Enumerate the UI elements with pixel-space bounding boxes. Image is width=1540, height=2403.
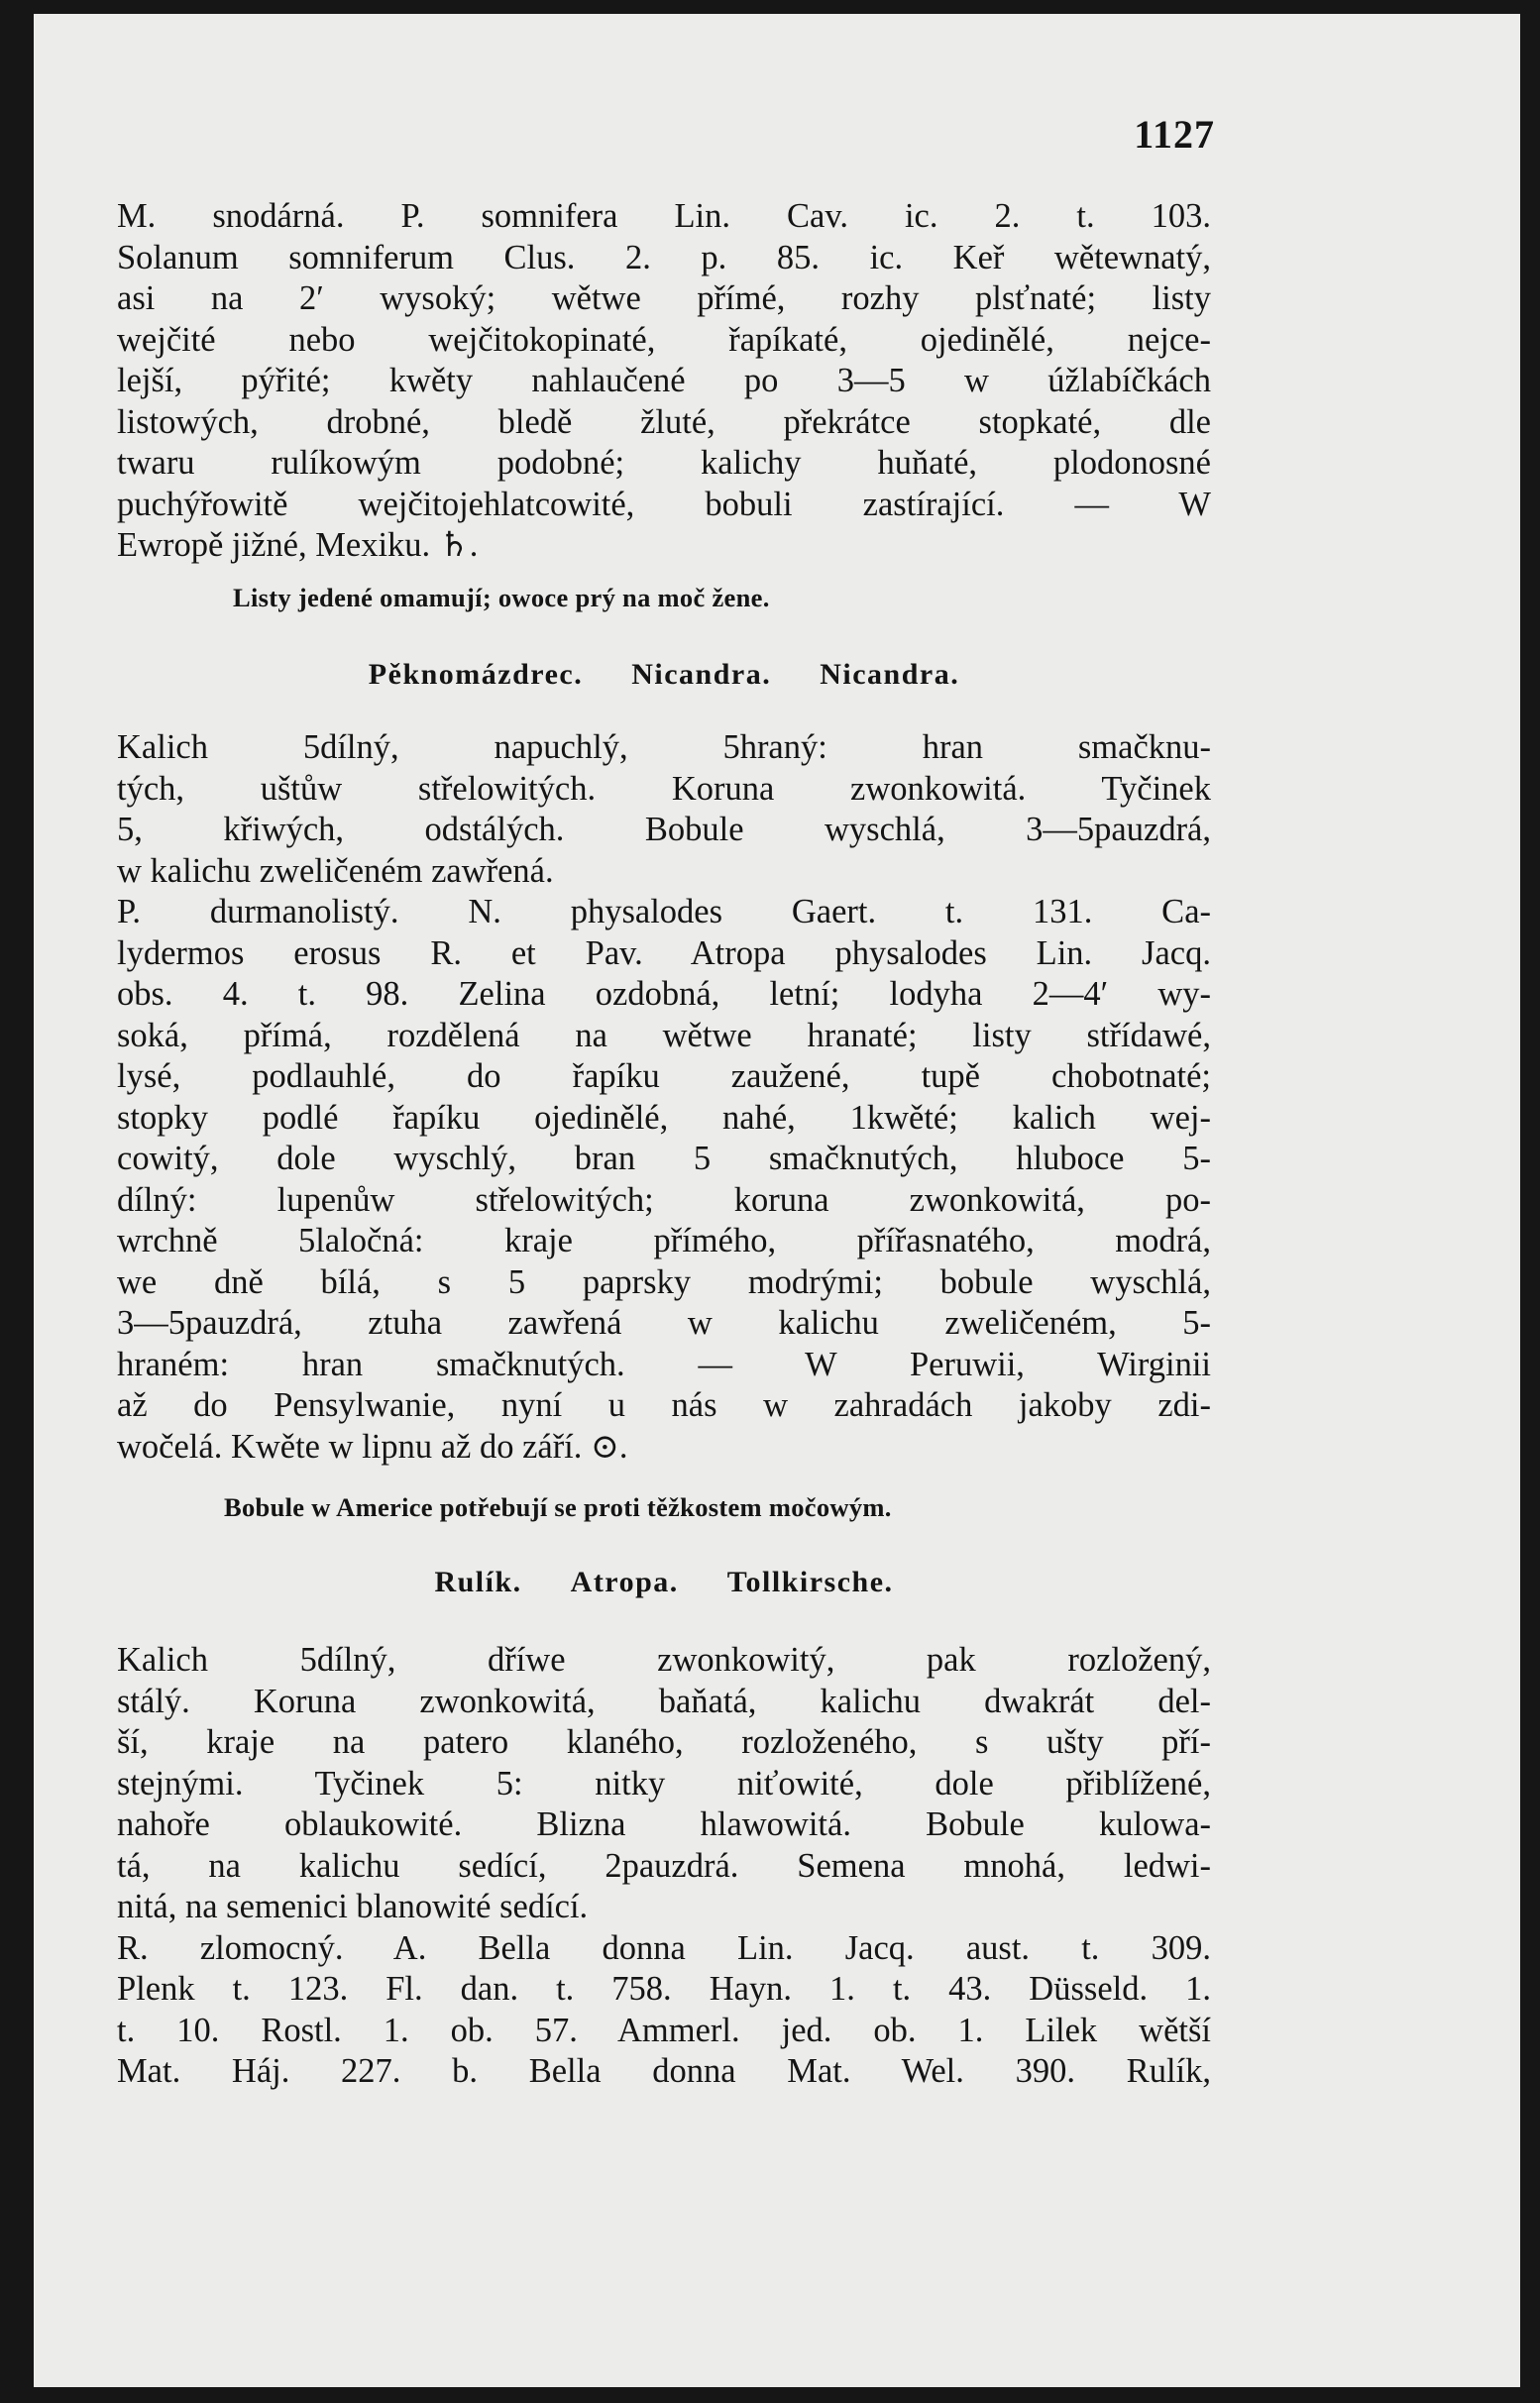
text-line: Solanum somniferum Clus. 2. p. 85. ic. Keř wětewnatý, (117, 238, 1211, 276)
genus-name-german: Tollkirsche. (726, 1566, 894, 1598)
text-line: stálý. Koruna zwonkowitá, baňatá, kalichu dwakrát del- (117, 1682, 1211, 1720)
text-line: nitá, na semenici blanowité sedící. (117, 1888, 589, 1925)
text-line: Ewropě jižné, Mexiku. ♄. (117, 526, 479, 564)
text-line: wočelá. Kwěte w lipnu až do září. ⊙. (117, 1427, 628, 1466)
page-number: 1127 (1134, 112, 1215, 157)
genus-name-latin: Nicandra. (631, 658, 772, 691)
text-line: P. durmanolistý. N. physalodes Gaert. t. 131. Ca- (117, 893, 1211, 930)
usage-note: Bobule w Americe potřebují se proti těžkostem močowým. (224, 1492, 892, 1522)
text-line: 5, křiwých, odstálých. Bobule wyschlá, 3—5pauzdrá, (117, 811, 1211, 848)
text-line: w kalichu zweličeném zawřená. (117, 851, 554, 890)
text-line: hraném: hran smačknutých. — W Peruwii, Wirginii (117, 1345, 1211, 1383)
text-line: t. 10. Rostl. 1. ob. 57. Ammerl. jed. ob. 1. Lilek wětší (117, 2011, 1211, 2049)
text-line: stejnými. Tyčinek 5: nitky niťowité, dole přiblížené, (117, 1764, 1211, 1802)
text-line: nahoře oblaukowité. Blizna hlawowitá. Bobule kulowa- (117, 1805, 1211, 1843)
text-line: wejčité nebo wejčitokopinaté, řapíkaté, ojedinělé, nejce- (117, 320, 1211, 359)
genus-name-czech: Rulík. (434, 1566, 522, 1598)
scan-border-bottom (0, 2387, 1540, 2403)
usage-note: Listy jedené omamují; owoce prý na moč žene. (233, 583, 770, 612)
text-line: stopky podlé řapíku ojedinělé, nahé, 1kwěté; kalich wej- (117, 1098, 1211, 1137)
text-line: R. zlomocný. A. Bella donna Lin. Jacq. aust. t. 309. (117, 1928, 1211, 1967)
text-line: Plenk t. 123. Fl. dan. t. 758. Hayn. 1. t. 43. Düsseld. 1. (117, 1970, 1211, 2008)
text-line: lejší, pýřité; kwěty nahlaučené po 3—5 w úžlabíčkách (117, 362, 1211, 399)
text-line: tá, na kalichu sedící, 2pauzdrá. Semena mnohá, ledwi- (117, 1846, 1211, 1885)
scan-border-top (0, 0, 1540, 14)
genus-heading-atropa (117, 1566, 1211, 1599)
species-description-nicandra-somnifera (117, 196, 1211, 567)
genus-name-czech: Pěknomázdrec. (368, 658, 584, 691)
genus-name-german: Nicandra. (820, 658, 960, 691)
text-line: lydermos erosus R. et Pav. Atropa physalodes Lin. Jacq. (117, 933, 1211, 972)
text-line: M. snodárná. P. somnifera Lin. Cav. ic. 2. t. 103. (117, 197, 1211, 235)
text-line: Mat. Háj. 227. b. Bella donna Mat. Wel. 390. Rulík, (117, 2052, 1211, 2090)
genus-heading-nicandra (117, 658, 1211, 692)
text-line: twaru rulíkowým podobné; kalichy huňaté, plodonosné (117, 444, 1211, 482)
scan-border-right (1520, 0, 1540, 2403)
text-line: lysé, podlauhlé, do řapíku zaužené, tupě chobotnaté; (117, 1057, 1211, 1095)
genus-description-nicandra (117, 727, 1211, 1468)
genus-name-latin: Atropa. (570, 1566, 679, 1598)
text-line: až do Pensylwanie, nyní u nás w zahradách jakoby zdi- (117, 1386, 1211, 1424)
genus-description-atropa (117, 1640, 1211, 2093)
text-line: dílný: lupenůw střelowitých; koruna zwonkowitá, po- (117, 1180, 1211, 1219)
text-line: puchýřowitě wejčitojehlatcowité, bobuli zastírající. — W (117, 485, 1211, 523)
text-line: tých, uštůw střelowitých. Koruna zwonkowitá. Tyčinek (117, 769, 1211, 808)
scan-border-left (0, 0, 34, 2403)
text-line: ší, kraje na patero klaného, rozloženého, s ušty pří- (117, 1723, 1211, 1761)
text-line: soká, přímá, rozdělená na wětwe hranaté; listy střídawé, (117, 1016, 1211, 1054)
text-line: asi na 2′ wysoký; wětwe přímé, rozhy plsťnaté; listy (117, 279, 1211, 317)
text-line: 3—5pauzdrá, ztuha zawřená w kalichu zweličeném, 5- (117, 1304, 1211, 1342)
text-line: listowých, drobné, bledě žluté, překrátce stopkaté, dle (117, 402, 1211, 441)
text-line: we dně bílá, s 5 paprsky modrými; bobule wyschlá, (117, 1262, 1211, 1301)
text-line: Kalich 5dílný, dříwe zwonkowitý, pak rozložený, (117, 1641, 1211, 1679)
text-line: Kalich 5dílný, napuchlý, 5hraný: hran smačknu- (117, 728, 1211, 766)
text-line: obs. 4. t. 98. Zelina ozdobná, letní; lodyha 2—4′ wy- (117, 975, 1211, 1013)
text-line: wrchně 5laločná: kraje přímého, přířasnatého, modrá, (117, 1222, 1211, 1259)
text-line: cowitý, dole wyschlý, bran 5 smačknutých, hluboce 5- (117, 1140, 1211, 1177)
